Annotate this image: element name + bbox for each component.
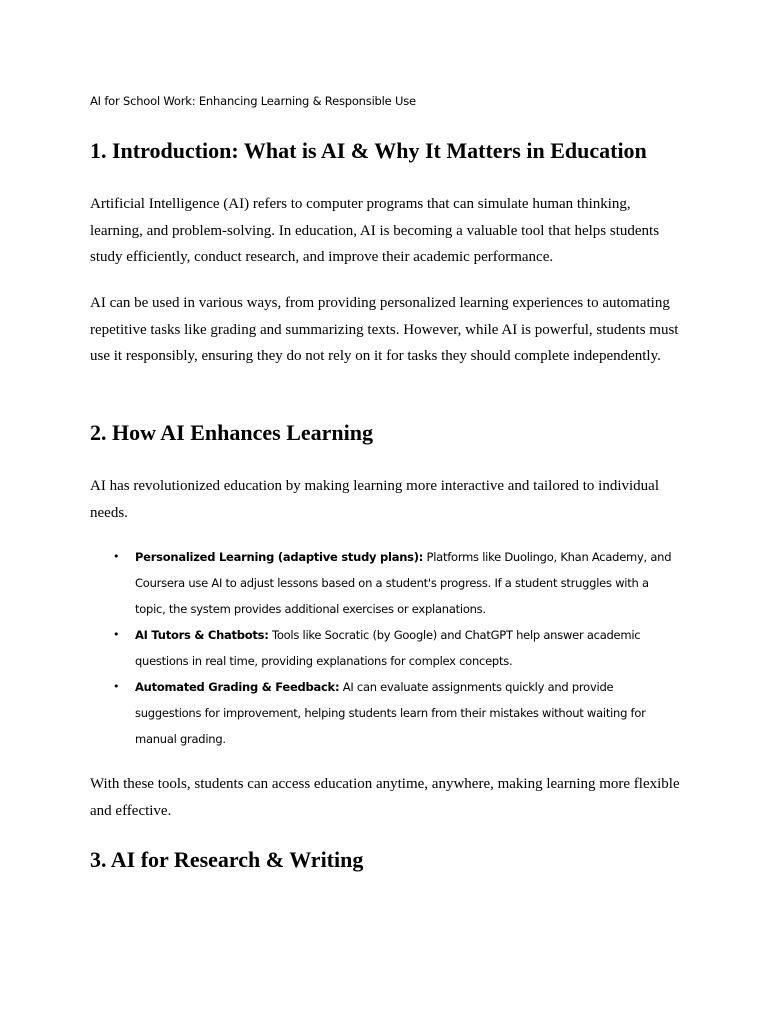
section-2-closing: With these tools, students can access education anytime, anywhere, making learning more flexible and effective. [90, 776, 680, 819]
section-2-intro: AI has revolutionized education by making learning more interactive and tailored to individual needs. [90, 478, 659, 521]
document-title: AI for School Work: Enhancing Learning & Responsible Use [90, 94, 416, 108]
section-1-paragraph-1: Artificial Intelligence (AI) refers to computer programs that can simulate human thinking, learning, and problem-solving. In education, AI is becoming a valuable tool that helps students study efficiently, conduct research, and improve their academic performance. [90, 196, 660, 266]
bullet-icon: • [113, 628, 120, 641]
list-item-text: Tools like Socratic (by Google) and ChatGPT help answer academic questions in real time, providing explanations for complex concepts. [135, 628, 641, 668]
list-item [90, 544, 680, 622]
features-list [90, 544, 680, 752]
section-2-heading: 2. How AI Enhances Learning [90, 420, 373, 445]
list-item-term: Automated Grading & Feedback: [135, 680, 340, 694]
list-item [90, 674, 680, 752]
list-item-term: AI Tutors & Chatbots: [135, 628, 269, 642]
bullet-icon: • [113, 550, 120, 563]
list-item-text: AI can evaluate assignments quickly and provide suggestions for improvement, helping students learn from their mistakes without waiting for manual grading. [135, 680, 646, 746]
bullet-icon: • [113, 680, 120, 693]
list-item [90, 622, 680, 674]
section-1-heading: 1. Introduction: What is AI & Why It Matters in Education [90, 138, 647, 163]
list-item-text: Platforms like Duolingo, Khan Academy, and Coursera use AI to adjust lessons based on a student's progress. If a student struggles with a topic, the system provides additional exercises or explanations. [135, 550, 672, 616]
list-item-term: Personalized Learning (adaptive study plans): [135, 550, 424, 564]
section-1-paragraph-2: AI can be used in various ways, from providing personalized learning experiences to automating repetitive tasks like grading and summarizing texts. However, while AI is powerful, students must use it responsibly, ensuring they do not rely on it for tasks they should complete independently. [90, 295, 679, 365]
section-3-heading: 3. AI for Research & Writing [90, 847, 364, 872]
